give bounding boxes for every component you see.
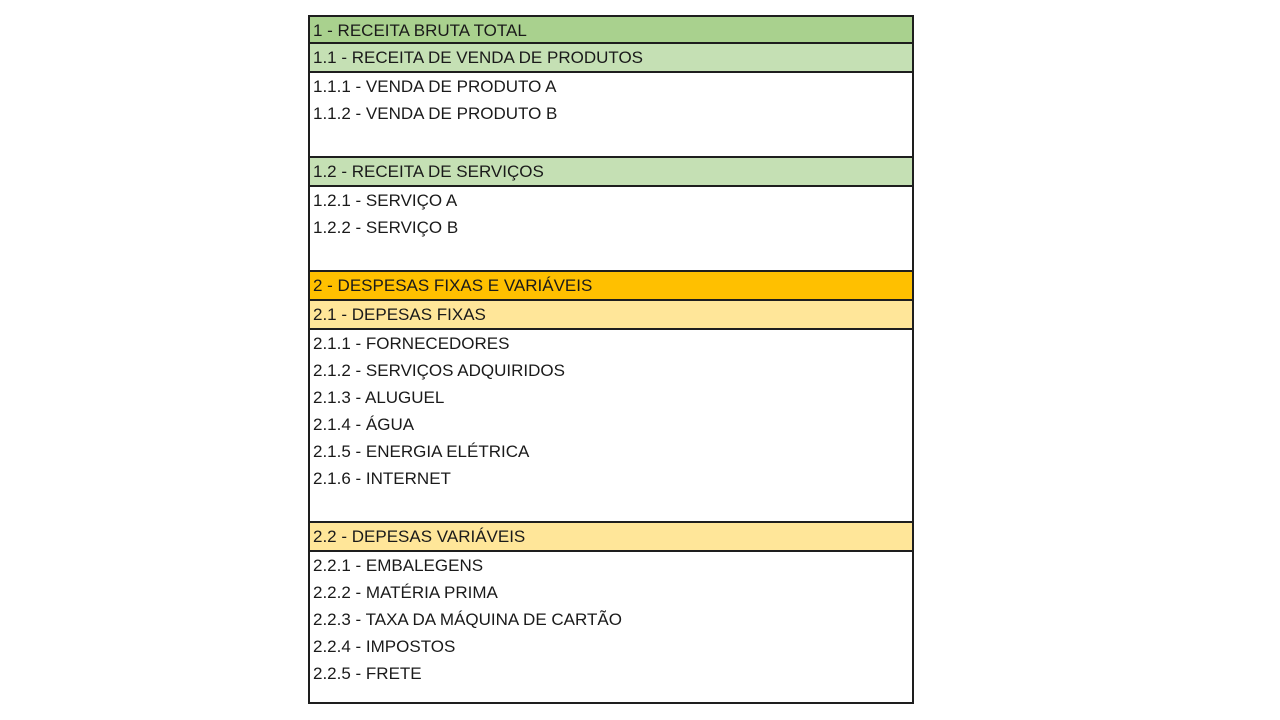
list-item: 2.2.2 - MATÉRIA PRIMA — [313, 583, 498, 602]
block-despesas-fixas — [308, 330, 914, 523]
list-item: 1.2.2 - SERVIÇO B — [313, 218, 459, 237]
row-label: 2.1 - DEPESAS FIXAS — [313, 305, 486, 324]
block-receita-servicos — [308, 187, 914, 272]
list-item: 2.2.5 - FRETE — [313, 664, 422, 683]
list-item: 2.2.3 - TAXA DA MÁQUINA DE CARTÃO — [313, 610, 622, 629]
row-label: 1.1 - RECEITA DE VENDA DE PRODUTOS — [313, 48, 644, 67]
row-despesas-fixas — [308, 301, 914, 330]
list-item: 1.1.1 - VENDA DE PRODUTO A — [313, 77, 557, 96]
list-item: 2.1.5 - ENERGIA ELÉTRICA — [313, 442, 530, 461]
chart-of-accounts-table — [308, 15, 914, 704]
row-despesas-fixas-variaveis — [308, 272, 914, 301]
list-item: 2.2.1 - EMBALEGENS — [313, 556, 484, 575]
block-despesas-variaveis — [308, 552, 914, 704]
list-item: 1.2.1 - SERVIÇO A — [313, 191, 458, 210]
list-item: 2.1.4 - ÁGUA — [313, 415, 415, 434]
list-item: 2.1.6 - INTERNET — [313, 469, 451, 488]
list-item: 2.1.3 - ALUGUEL — [313, 388, 445, 407]
list-item: 2.1.2 - SERVIÇOS ADQUIRIDOS — [313, 361, 565, 380]
list-item: 2.2.4 - IMPOSTOS — [313, 637, 456, 656]
row-receita-servicos — [308, 158, 914, 187]
row-receita-bruta-total — [308, 15, 914, 44]
list-item: 1.1.2 - VENDA DE PRODUTO B — [313, 104, 558, 123]
block-receita-produtos — [308, 73, 914, 158]
row-receita-venda-produtos — [308, 44, 914, 73]
row-label: 2.2 - DEPESAS VARIÁVEIS — [313, 527, 526, 546]
row-label: 1 - RECEITA BRUTA TOTAL — [313, 21, 527, 40]
row-label: 1.2 - RECEITA DE SERVIÇOS — [313, 162, 544, 181]
row-label: 2 - DESPESAS FIXAS E VARIÁVEIS — [313, 276, 593, 295]
list-item: 2.1.1 - FORNECEDORES — [313, 334, 510, 353]
row-despesas-variaveis — [308, 523, 914, 552]
